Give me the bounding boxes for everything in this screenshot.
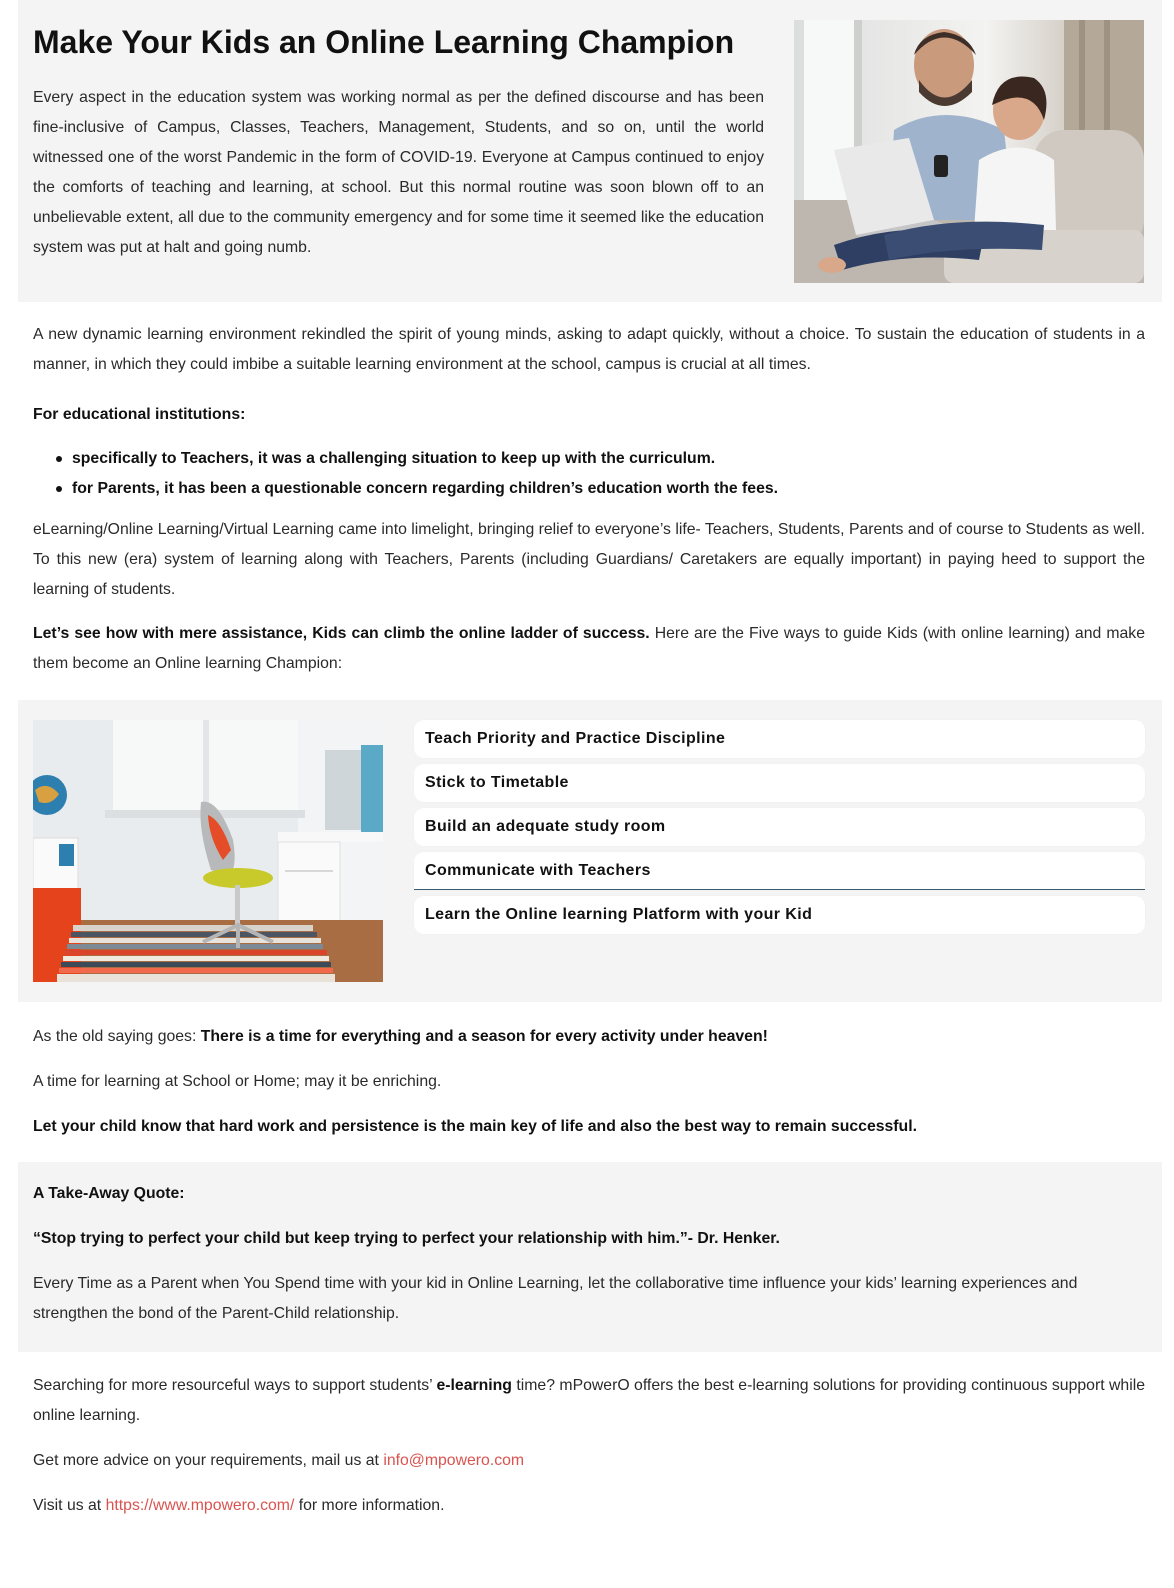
saying-lead: As the old saying goes: [33,1028,201,1045]
takeaway-text: Every Time as a Parent when You Spend time with your kid in Online Learning, let the collaborative time influence your kids’ learning experiences and strengthen the bond of the Parent-Child relationship. [33,1275,1078,1322]
institutions-heading: For educational institutions: [33,406,246,423]
takeaway-quote: “Stop trying to perfect your child but keep trying to perfect your relationship with him.”- Dr. Henker. [33,1230,780,1247]
search-pre: Searching for more resourceful ways to support students’ [33,1377,437,1394]
visit-paragraph [33,1491,1145,1521]
email-link[interactable]: info@mpowero.com [383,1452,525,1469]
search-post: time? mPowerO offers the best e-learning solutions for providing continuous support while online learning. [33,1377,1145,1424]
tips-accordion [414,720,1145,940]
resourceful-ways-paragraph [33,1371,1145,1431]
tip-tab-timetable[interactable] [414,764,1145,802]
tip-tab-learn-platform[interactable] [414,896,1145,934]
list-item: specifically to Teachers, it was a challenging situation to keep up with the curriculum. [51,444,1051,474]
time-for-learning-paragraph: A time for learning at School or Home; may it be enriching. [33,1073,442,1090]
study-room-photo [33,720,383,982]
tips-section [18,700,1162,1002]
mail-pre: Get more advice on your requirements, mail us at [33,1452,384,1469]
five-ways-rest: Here are the Five ways to guide Kids (with online learning) and make them become an Online learning Champion: [33,625,1145,672]
mail-paragraph [33,1446,1145,1476]
takeaway-heading: A Take-Away Quote: [33,1185,185,1202]
paragraph-dynamic-environment: A new dynamic learning environment rekindled the spirit of young minds, asking to adapt quickly, without a choice. To sustain the education of students in a manner, in which they could imbibe a suitable learning environment at the school, campus is crucial at all times. [33,326,1145,373]
saying-quote: There is a time for everything and a season for every activity under heaven! [200,1028,768,1045]
list-item: for Parents, it has been a questionable concern regarding children’s education worth the fees. [51,474,1051,504]
tip-label: Stick to Timetable [425,774,569,791]
tip-label: Build an adequate study room [425,818,666,835]
elearning-bold: e-learning [436,1377,512,1394]
visit-pre: Visit us at [33,1497,106,1514]
institution-concerns-list [51,444,1051,504]
takeaway-section [18,1162,1162,1352]
tip-tab-communicate-teachers[interactable] [414,852,1145,890]
tip-tab-priority-discipline[interactable] [414,720,1145,758]
tip-label: Communicate with Teachers [425,861,651,879]
page-title: Make Your Kids an Online Learning Champion [33,24,735,60]
intro-paragraph: Every aspect in the education system was working normal as per the defined discourse and has been fine-inclusive of Campus, Classes, Teachers, Management, Students, and so on, until the world witnessed one of the worst Pandemic in the form of COVID-19. Everyone at Campus continued to enjoy the comforts of teaching and learning, at school. But this normal routine was soon blown off to an unbelievable extent, all due to the community emergency and for some time it seemed like the education system was put at halt and going numb. [33,89,764,256]
tip-label: Teach Priority and Practice Discipline [425,730,726,747]
paragraph-elearning: eLearning/Online Learning/Virtual Learning came into limelight, bringing relief to everyone’s life- Teachers, Students, Parents and of course to Students as well. To this new (era) system of learning along with Teachers, Parents (including Guardians/ Caretakers are equally important) in paying heed to support the learning of students. [33,521,1145,598]
tip-label: Learn the Online learning Platform with your Kid [425,906,813,923]
father-son-laptop-photo [794,20,1144,283]
five-ways-lead: Let’s see how with mere assistance, Kids can climb the online ladder of success. [33,625,650,642]
hero-section [18,0,1162,302]
old-saying-paragraph [33,1022,1145,1052]
paragraph-five-ways [33,619,1145,679]
tip-tab-study-room[interactable] [414,808,1145,846]
visit-post: for more information. [294,1497,445,1514]
hard-work-paragraph: Let your child know that hard work and persistence is the main key of life and also the best way to remain successful. [33,1118,917,1135]
website-link[interactable]: https://www.mpowero.com/ [105,1497,295,1514]
